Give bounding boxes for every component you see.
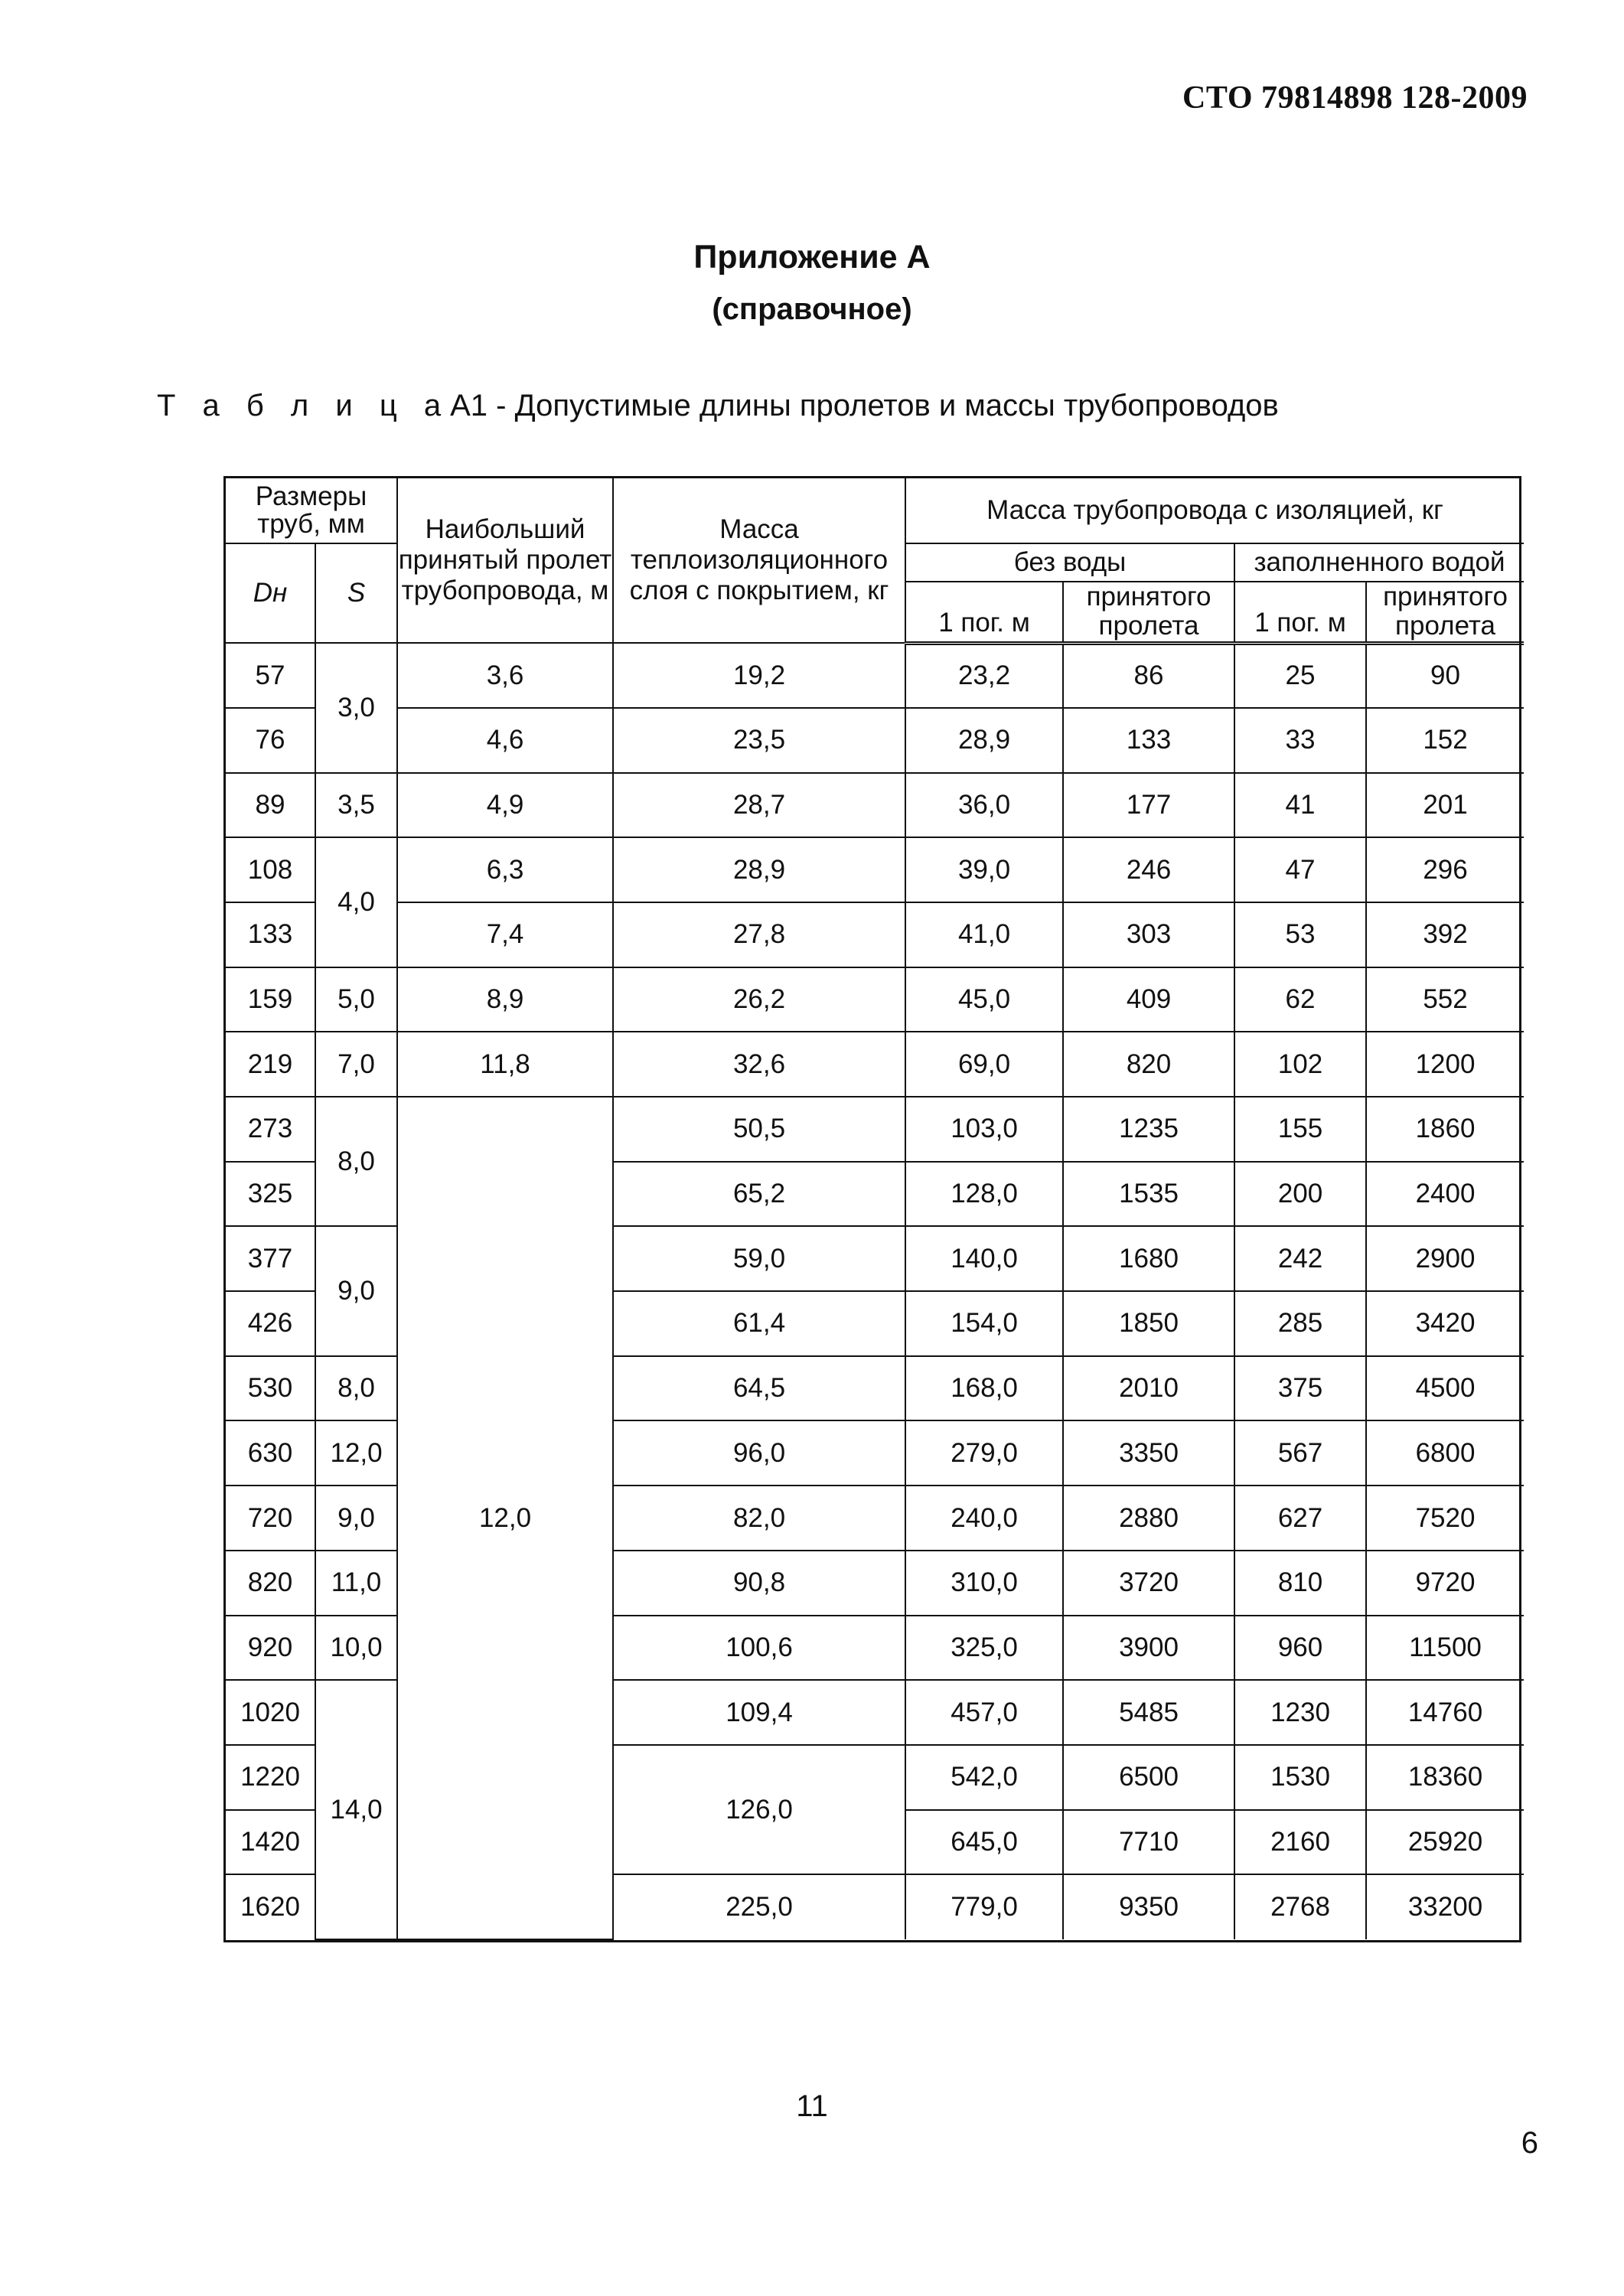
cell-dry-per-meter: 41,0 [905,902,1063,967]
cell-dn: 1020 [226,1680,315,1745]
cell-span: 4,9 [397,773,613,838]
cell-wet-per-meter: 1230 [1234,1680,1366,1745]
cell-span: 3,6 [397,643,613,708]
cell-insulation-mass: 50,5 [613,1097,905,1162]
table-row [226,773,1524,838]
cell-dry-per-meter: 645,0 [905,1810,1063,1875]
header-dry-per-span: принятого пролета [1063,582,1234,643]
cell-wet-per-span: 33200 [1366,1874,1524,1939]
cell-dry-per-meter: 103,0 [905,1097,1063,1162]
cell-dry-per-meter: 154,0 [905,1291,1063,1356]
cell-dry-per-span: 246 [1063,837,1234,902]
cell-dry-per-meter: 325,0 [905,1616,1063,1681]
cell-insulation-mass: 100,6 [613,1616,905,1681]
cell-dry-per-meter: 39,0 [905,837,1063,902]
cell-wall-thickness: 8,0 [315,1356,397,1421]
cell-dn: 426 [226,1291,315,1356]
cell-dry-per-meter: 542,0 [905,1745,1063,1810]
cell-insulation-mass: 96,0 [613,1420,905,1486]
cell-dry-per-span: 3720 [1063,1551,1234,1616]
cell-wall-thickness: 14,0 [315,1680,397,1939]
cell-dry-per-span: 86 [1063,643,1234,708]
cell-dn: 1220 [226,1745,315,1810]
cell-insulation-mass: 26,2 [613,967,905,1032]
cell-wall-thickness: 3,5 [315,773,397,838]
cell-insulation-mass: 28,7 [613,773,905,838]
cell-dry-per-span: 6500 [1063,1745,1234,1810]
cell-dn: 108 [226,837,315,902]
header-s: S [315,543,397,644]
cell-dry-per-span: 303 [1063,902,1234,967]
table-body [226,478,1524,1939]
cell-wall-thickness: 3,0 [315,643,397,772]
header-wet-per-meter: 1 пог. м [1234,582,1366,643]
cell-insulation-mass: 126,0 [613,1745,905,1874]
caption-label: Т а б л и ц а [157,389,451,422]
cell-wall-thickness: 9,0 [315,1486,397,1551]
cell-dry-per-span: 409 [1063,967,1234,1032]
span-mass-table [223,476,1521,1942]
cell-wet-per-span: 11500 [1366,1616,1524,1681]
header-dry-per-meter: 1 пог. м [905,582,1063,643]
cell-dry-per-meter: 69,0 [905,1032,1063,1097]
cell-wet-per-span: 2400 [1366,1162,1524,1227]
cell-wet-per-meter: 25 [1234,643,1366,708]
table-row [226,967,1524,1032]
cell-wet-per-meter: 960 [1234,1616,1366,1681]
cell-wall-thickness: 5,0 [315,967,397,1032]
cell-wet-per-meter: 285 [1234,1291,1366,1356]
header-span: Наибольший принятый пролет трубопровода, м [397,478,613,643]
cell-wet-per-meter: 200 [1234,1162,1366,1227]
cell-dry-per-meter: 168,0 [905,1356,1063,1421]
document-code: СТО 79814898 128-2009 [1182,80,1528,116]
header-dn: Dн [226,543,315,644]
cell-wet-per-meter: 33 [1234,708,1366,773]
cell-wet-per-span: 1200 [1366,1032,1524,1097]
cell-wet-per-meter: 155 [1234,1097,1366,1162]
cell-wet-per-span: 25920 [1366,1810,1524,1875]
cell-wet-per-span: 14760 [1366,1680,1524,1745]
cell-wall-thickness: 12,0 [315,1420,397,1486]
header-wet-per-span: принятого пролета [1366,582,1524,643]
cell-dn: 133 [226,902,315,967]
table-row [226,708,1524,773]
cell-dry-per-span: 2880 [1063,1486,1234,1551]
cell-span: 11,8 [397,1032,613,1097]
header-pipe-sizes: Размеры труб, мм [226,478,397,543]
cell-wet-per-span: 1860 [1366,1097,1524,1162]
table-row [226,643,1524,708]
cell-dry-per-span: 3350 [1063,1420,1234,1486]
cell-insulation-mass: 19,2 [613,643,905,708]
appendix-title: Приложение А [693,239,931,276]
cell-wet-per-meter: 2768 [1234,1874,1366,1939]
cell-wet-per-span: 3420 [1366,1291,1524,1356]
cell-dn: 720 [226,1486,315,1551]
table-grid [226,478,1524,1940]
cell-insulation-mass: 225,0 [613,1874,905,1939]
cell-wet-per-span: 4500 [1366,1356,1524,1421]
page-number-center: 11 [796,2089,828,2123]
cell-dn: 89 [226,773,315,838]
cell-wet-per-span: 7520 [1366,1486,1524,1551]
cell-dn: 159 [226,967,315,1032]
cell-insulation-mass: 65,2 [613,1162,905,1227]
header-insulation-mass: Масса теплоизоляционного слоя с покрытием, кг [613,478,905,643]
cell-span: 12,0 [397,1097,613,1939]
cell-wet-per-meter: 62 [1234,967,1366,1032]
cell-dry-per-span: 133 [1063,708,1234,773]
cell-dry-per-meter: 779,0 [905,1874,1063,1939]
cell-insulation-mass: 59,0 [613,1226,905,1291]
cell-wall-thickness: 11,0 [315,1551,397,1616]
cell-dry-per-span: 3900 [1063,1616,1234,1681]
cell-wet-per-meter: 375 [1234,1356,1366,1421]
cell-insulation-mass: 23,5 [613,708,905,773]
cell-dn: 820 [226,1551,315,1616]
cell-dn: 1620 [226,1874,315,1939]
cell-dry-per-span: 7710 [1063,1810,1234,1875]
cell-dry-per-meter: 23,2 [905,643,1063,708]
table-row [226,1032,1524,1097]
cell-dry-per-meter: 279,0 [905,1420,1063,1486]
cell-wet-per-span: 552 [1366,967,1524,1032]
cell-wet-per-span: 296 [1366,837,1524,902]
cell-wall-thickness: 4,0 [315,837,397,967]
page-number-right: 6 [1521,2126,1538,2160]
appendix-subtitle: (справочное) [712,292,912,326]
cell-wet-per-meter: 41 [1234,773,1366,838]
cell-wet-per-meter: 2160 [1234,1810,1366,1875]
cell-dry-per-meter: 240,0 [905,1486,1063,1551]
cell-wet-per-span: 152 [1366,708,1524,773]
table-row [226,902,1524,967]
cell-insulation-mass: 27,8 [613,902,905,967]
cell-dry-per-span: 2010 [1063,1356,1234,1421]
cell-wet-per-meter: 627 [1234,1486,1366,1551]
cell-dry-per-span: 1850 [1063,1291,1234,1356]
cell-dry-per-meter: 45,0 [905,967,1063,1032]
cell-wall-thickness: 7,0 [315,1032,397,1097]
cell-wet-per-meter: 567 [1234,1420,1366,1486]
cell-dry-per-span: 5485 [1063,1680,1234,1745]
cell-dn: 530 [226,1356,315,1421]
cell-span: 6,3 [397,837,613,902]
cell-wet-per-meter: 810 [1234,1551,1366,1616]
cell-wet-per-meter: 47 [1234,837,1366,902]
cell-dry-per-span: 1680 [1063,1226,1234,1291]
cell-wall-thickness: 10,0 [315,1616,397,1681]
cell-wet-per-span: 9720 [1366,1551,1524,1616]
caption-text: - Допустимые длины пролетов и массы трубопроводов [488,389,1279,422]
cell-dn: 377 [226,1226,315,1291]
cell-wall-thickness: 9,0 [315,1226,397,1355]
cell-dn: 920 [226,1616,315,1681]
cell-dry-per-meter: 36,0 [905,773,1063,838]
cell-dn: 76 [226,708,315,773]
cell-wet-per-span: 18360 [1366,1745,1524,1810]
cell-insulation-mass: 28,9 [613,837,905,902]
header-pipe-mass: Масса трубопровода с изоляцией, кг [905,478,1524,543]
cell-dn: 630 [226,1420,315,1486]
cell-span: 7,4 [397,902,613,967]
table-row [226,837,1524,902]
cell-dry-per-meter: 28,9 [905,708,1063,773]
cell-wet-per-span: 6800 [1366,1420,1524,1486]
cell-insulation-mass: 32,6 [613,1032,905,1097]
cell-dry-per-meter: 128,0 [905,1162,1063,1227]
cell-wet-per-span: 90 [1366,643,1524,708]
cell-insulation-mass: 82,0 [613,1486,905,1551]
cell-dry-per-span: 1235 [1063,1097,1234,1162]
table-row [226,1097,1524,1162]
cell-dn: 1420 [226,1810,315,1875]
cell-insulation-mass: 90,8 [613,1551,905,1616]
cell-dry-per-span: 820 [1063,1032,1234,1097]
caption-number: А1 [450,389,488,422]
cell-span: 8,9 [397,967,613,1032]
cell-wet-per-span: 392 [1366,902,1524,967]
header-without-water: без воды [905,543,1234,582]
cell-dry-per-span: 177 [1063,773,1234,838]
cell-dn: 273 [226,1097,315,1162]
cell-wall-thickness: 8,0 [315,1097,397,1226]
cell-dn: 219 [226,1032,315,1097]
cell-dry-per-meter: 140,0 [905,1226,1063,1291]
cell-wet-per-meter: 102 [1234,1032,1366,1097]
cell-wet-per-meter: 53 [1234,902,1366,967]
cell-wet-per-span: 201 [1366,773,1524,838]
cell-insulation-mass: 64,5 [613,1356,905,1421]
cell-insulation-mass: 61,4 [613,1291,905,1356]
cell-dn: 325 [226,1162,315,1227]
cell-wet-per-span: 2900 [1366,1226,1524,1291]
table-header-row [226,478,1524,543]
cell-dry-per-meter: 310,0 [905,1551,1063,1616]
cell-wet-per-meter: 1530 [1234,1745,1366,1810]
cell-dn: 57 [226,643,315,708]
header-with-water: заполненного водой [1234,543,1524,582]
cell-dry-per-span: 1535 [1063,1162,1234,1227]
cell-dry-per-meter: 457,0 [905,1680,1063,1745]
cell-insulation-mass: 109,4 [613,1680,905,1745]
table-caption [157,389,1279,423]
cell-span: 4,6 [397,708,613,773]
cell-dry-per-span: 9350 [1063,1874,1234,1939]
cell-wet-per-meter: 242 [1234,1226,1366,1291]
